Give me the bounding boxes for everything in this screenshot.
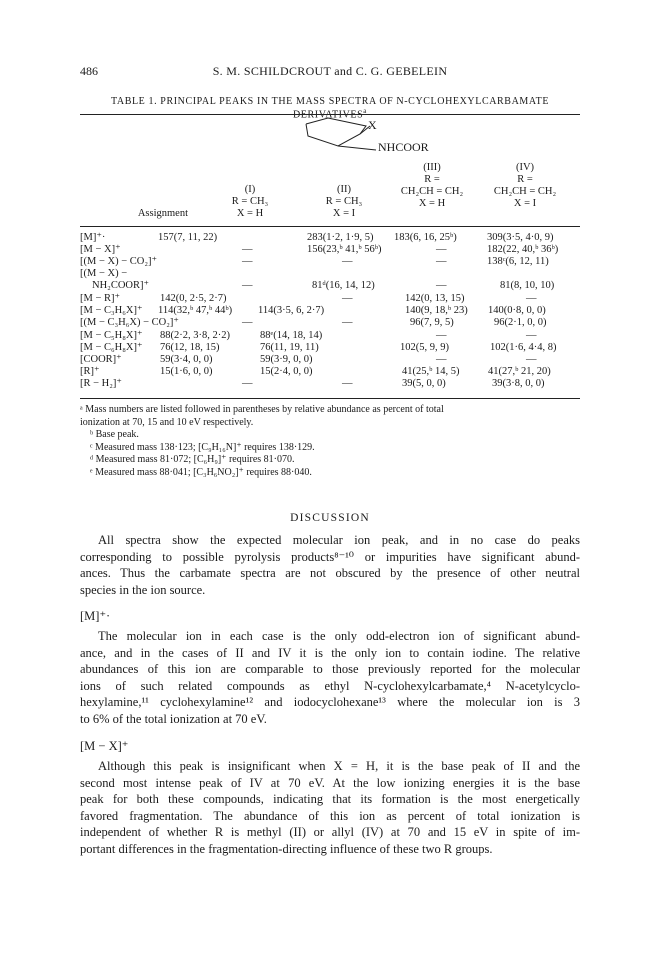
subheading-molecular-ion: [M]⁺· bbox=[80, 609, 111, 623]
column-header-line: (II) bbox=[337, 184, 351, 195]
text-line: The molecular ion in each case is the only odd-electron ion of significant abund- bbox=[98, 629, 580, 643]
assignment-cell: [(M − X) − CO₂]⁺ bbox=[80, 256, 158, 267]
assignment-cell: [R]⁺ bbox=[80, 366, 100, 377]
compound-I-cell: — bbox=[242, 280, 253, 291]
discussion-heading: DISCUSSION bbox=[290, 512, 370, 524]
subheading-m-minus-x: [M − X]⁺ bbox=[80, 739, 129, 753]
text-line: to 6% of the total ionization at 70 eV. bbox=[80, 711, 267, 726]
compound-II-cell: — bbox=[342, 378, 353, 389]
compound-II-cell: 156(23,ᵇ 41,ᵇ 56ᵇ) bbox=[307, 244, 382, 255]
compound-I-cell: 88(2·2, 3·8, 2·2) bbox=[160, 330, 230, 341]
text-line: corresponding to possible pyrolysis products⁸⁻¹⁰ or impurities have significant abund- bbox=[80, 549, 580, 564]
column-header-III bbox=[390, 162, 474, 210]
compound-IV-cell: — bbox=[526, 354, 537, 365]
text-line: ances. Thus the carbamate spectra are not obscured by the presence of other neutral bbox=[80, 566, 580, 580]
compound-III-cell: 96(7, 9, 5) bbox=[410, 317, 454, 328]
column-header-line: R = bbox=[424, 174, 440, 185]
compound-I-cell: 142(0, 2·5, 2·7) bbox=[160, 293, 227, 304]
text-line: abundances of this ion are comparable to those previously reported for the molecular bbox=[80, 662, 580, 676]
compound-IV-cell: 39(3·8, 0, 0) bbox=[492, 378, 545, 389]
column-header-line: CH₂CH = CH₂ bbox=[493, 186, 557, 197]
compound-IV-cell: 138ᶜ(6, 12, 11) bbox=[487, 256, 549, 267]
table-top-rule bbox=[80, 114, 580, 115]
footnote: ionization at 70, 15 and 10 eV respectively. bbox=[80, 416, 254, 428]
compound-III-cell: — bbox=[436, 244, 447, 255]
text-line: All spectra show the expected molecular ion peak, and in no case do peaks bbox=[98, 533, 580, 547]
assignment-cell: [R − H₂]⁺ bbox=[80, 378, 122, 389]
column-header-line: X = H bbox=[236, 208, 264, 219]
paragraph-3 bbox=[80, 758, 580, 857]
column-header-line: (IV) bbox=[515, 162, 535, 173]
footnote: ᶜ Measured mass 138·123; [C₉H₁₆N]⁺ requires 138·129. bbox=[90, 441, 315, 453]
table-caption-footnote-mark: a bbox=[363, 107, 368, 115]
compound-III-cell: — bbox=[436, 330, 447, 341]
table-footnotes bbox=[80, 404, 580, 479]
page-number: 486 bbox=[80, 64, 98, 78]
paragraph-2 bbox=[80, 628, 580, 727]
assignment-cell: [(M − C₃H₆X) − CO₂]⁺ bbox=[80, 317, 179, 328]
compound-IV-cell: 102(1·6, 4·4, 8) bbox=[490, 342, 557, 353]
assignment-cell: [M − R]⁺ bbox=[80, 293, 121, 304]
column-header-I bbox=[215, 184, 285, 220]
column-header-line: (I) bbox=[244, 184, 256, 195]
compound-I-cell: — bbox=[242, 378, 253, 389]
compound-II-cell: 283(1·2, 1·9, 5) bbox=[307, 232, 374, 243]
text-line: peak for both these compounds, indicating that its formation is the most energetically bbox=[80, 792, 580, 806]
compound-I-cell: 157(7, 11, 22) bbox=[158, 232, 218, 243]
compound-IV-cell: 96(2·1, 0, 0) bbox=[494, 317, 547, 328]
compound-II-cell: 76(11, 19, 11) bbox=[260, 342, 319, 353]
column-header-line: X = I bbox=[513, 198, 537, 209]
cyclohexane-structure bbox=[298, 116, 448, 160]
assignment-cell: [(M − X) − bbox=[80, 268, 128, 279]
table-header-rule bbox=[80, 226, 580, 227]
column-header-line: R = CH₃ bbox=[231, 196, 269, 207]
compound-I-cell: — bbox=[242, 244, 253, 255]
running-title: S. M. SCHILDCROUT and C. G. GEBELEIN bbox=[212, 64, 448, 78]
compound-II-cell: 114(3·5, 6, 2·7) bbox=[258, 305, 325, 316]
assignment-cell: [M − C₆H₈X]⁺ bbox=[80, 342, 143, 353]
column-header-line: R = CH₃ bbox=[325, 196, 363, 207]
compound-IV-cell: — bbox=[526, 293, 537, 304]
substituent-carbamate-label: NHCOOR bbox=[378, 140, 429, 154]
text-line: hexylamine,¹¹ cyclohexylamine¹² and iodocyclohexane¹³ where the molecular ion is 3 bbox=[80, 695, 580, 709]
assignment-cell: [M − C₅H₈X]⁺ bbox=[80, 330, 143, 341]
assignment-cell: [M]⁺· bbox=[80, 232, 106, 243]
compound-IV-cell: 81(8, 10, 10) bbox=[500, 280, 555, 291]
column-header-line: R = bbox=[517, 174, 533, 185]
text-line: independent of whether R is methyl (II) or allyl (IV) at 70 and 15 eV in spite of im- bbox=[80, 825, 580, 839]
text-line: ions of such related compounds as ethyl N-cyclohexylcarbamate,⁴ N-acetylcyclo- bbox=[80, 678, 580, 693]
compound-III-cell: 142(0, 13, 15) bbox=[405, 293, 465, 304]
column-header-II bbox=[304, 184, 384, 220]
assignment-cell: [COOR]⁺ bbox=[80, 354, 122, 365]
text-line: favored fragmentation. The abundance of this ion as percent of total ionization is bbox=[80, 808, 580, 823]
compound-IV-cell: 41(27,ᵇ 21, 20) bbox=[488, 366, 551, 377]
assignment-cell: [M − C₃H₆X]⁺ bbox=[80, 305, 143, 316]
substituent-x-label: X bbox=[368, 118, 377, 132]
text-line: portant differences in the fragmentation-directing influence of these two R groups. bbox=[80, 841, 493, 856]
compound-III-cell: — bbox=[436, 354, 447, 365]
column-header-line: X = H bbox=[418, 198, 446, 209]
table-caption-text: TABLE 1. PRINCIPAL PEAKS IN THE MASS SPECTRA OF N-CYCLOHEXYLCARBAMATE DERIVATIVES bbox=[110, 96, 550, 121]
compound-I-cell: 59(3·4, 0, 0) bbox=[160, 354, 213, 365]
footnote: ᵉ Measured mass 88·041; [C₃H₆NO₂]⁺ requires 88·040. bbox=[90, 466, 312, 478]
compound-II-cell: — bbox=[342, 317, 353, 328]
column-header-line: CH₂CH = CH₂ bbox=[400, 186, 464, 197]
compound-II-cell: 88ᵉ(14, 18, 14) bbox=[260, 330, 323, 341]
table-bottom-rule bbox=[80, 398, 580, 399]
compound-II-cell: 15(2·4, 0, 0) bbox=[260, 366, 313, 377]
compound-IV-cell: — bbox=[526, 330, 537, 341]
compound-IV-cell: 140(0·8, 0, 0) bbox=[488, 305, 546, 316]
compound-IV-cell: 309(3·5, 4·0, 9) bbox=[487, 232, 554, 243]
text-line: Although this peak is insignificant when X = H, it is the base peak of II and the bbox=[98, 759, 580, 773]
footnote: ᵃ Mass numbers are listed followed in parentheses by relative abundance as percent of total bbox=[80, 404, 444, 415]
text-line: second most intense peak of IV at 70 eV. At the low ionizing energies it is the base bbox=[80, 775, 580, 790]
assignment-header: Assignment bbox=[137, 208, 188, 219]
column-header-line: (III) bbox=[423, 162, 441, 173]
compound-II-cell: — bbox=[342, 293, 353, 304]
paragraph-1 bbox=[80, 532, 580, 598]
compound-IV-cell: 182(22, 40,ᵇ 36ᵇ) bbox=[487, 244, 559, 255]
compound-I-cell: 114(32,ᵇ 47,ᵇ 44ᵇ) bbox=[158, 305, 233, 316]
footnote: ᵈ Measured mass 81·072; [C₆H₉]⁺ requires 81·070. bbox=[90, 454, 295, 465]
compound-I-cell: 76(12, 18, 15) bbox=[160, 342, 220, 353]
compound-II-cell: 81ᵈ(16, 14, 12) bbox=[312, 280, 375, 291]
compound-I-cell: — bbox=[242, 317, 253, 328]
compound-III-cell: 183(6, 16, 25ᵇ) bbox=[394, 232, 457, 243]
assignment-cell: NH₂COOR]⁺ bbox=[92, 280, 150, 291]
compound-I-cell: 15(1·6, 0, 0) bbox=[160, 366, 213, 377]
compound-III-cell: 39(5, 0, 0) bbox=[402, 378, 446, 389]
compound-III-cell: 140(9, 18,ᵇ 23) bbox=[405, 305, 468, 316]
footnote: ᵇ Base peak. bbox=[90, 429, 139, 440]
compound-II-cell: — bbox=[342, 256, 353, 267]
compound-III-cell: 102(5, 9, 9) bbox=[400, 342, 449, 353]
text-line: species in the ion source. bbox=[80, 582, 206, 597]
compound-III-cell: — bbox=[436, 256, 447, 267]
compound-III-cell: — bbox=[436, 280, 447, 291]
compound-III-cell: 41(25,ᵇ 14, 5) bbox=[402, 366, 460, 377]
column-header-IV bbox=[480, 162, 570, 210]
compound-I-cell: — bbox=[242, 256, 253, 267]
text-line: ance, and in the cases of II and IV it is the only ion to contain iodine. The relative bbox=[80, 645, 580, 660]
column-header-line: X = I bbox=[332, 208, 356, 219]
compound-II-cell: 59(3·9, 0, 0) bbox=[260, 354, 313, 365]
assignment-cell: [M − X]⁺ bbox=[80, 244, 121, 255]
